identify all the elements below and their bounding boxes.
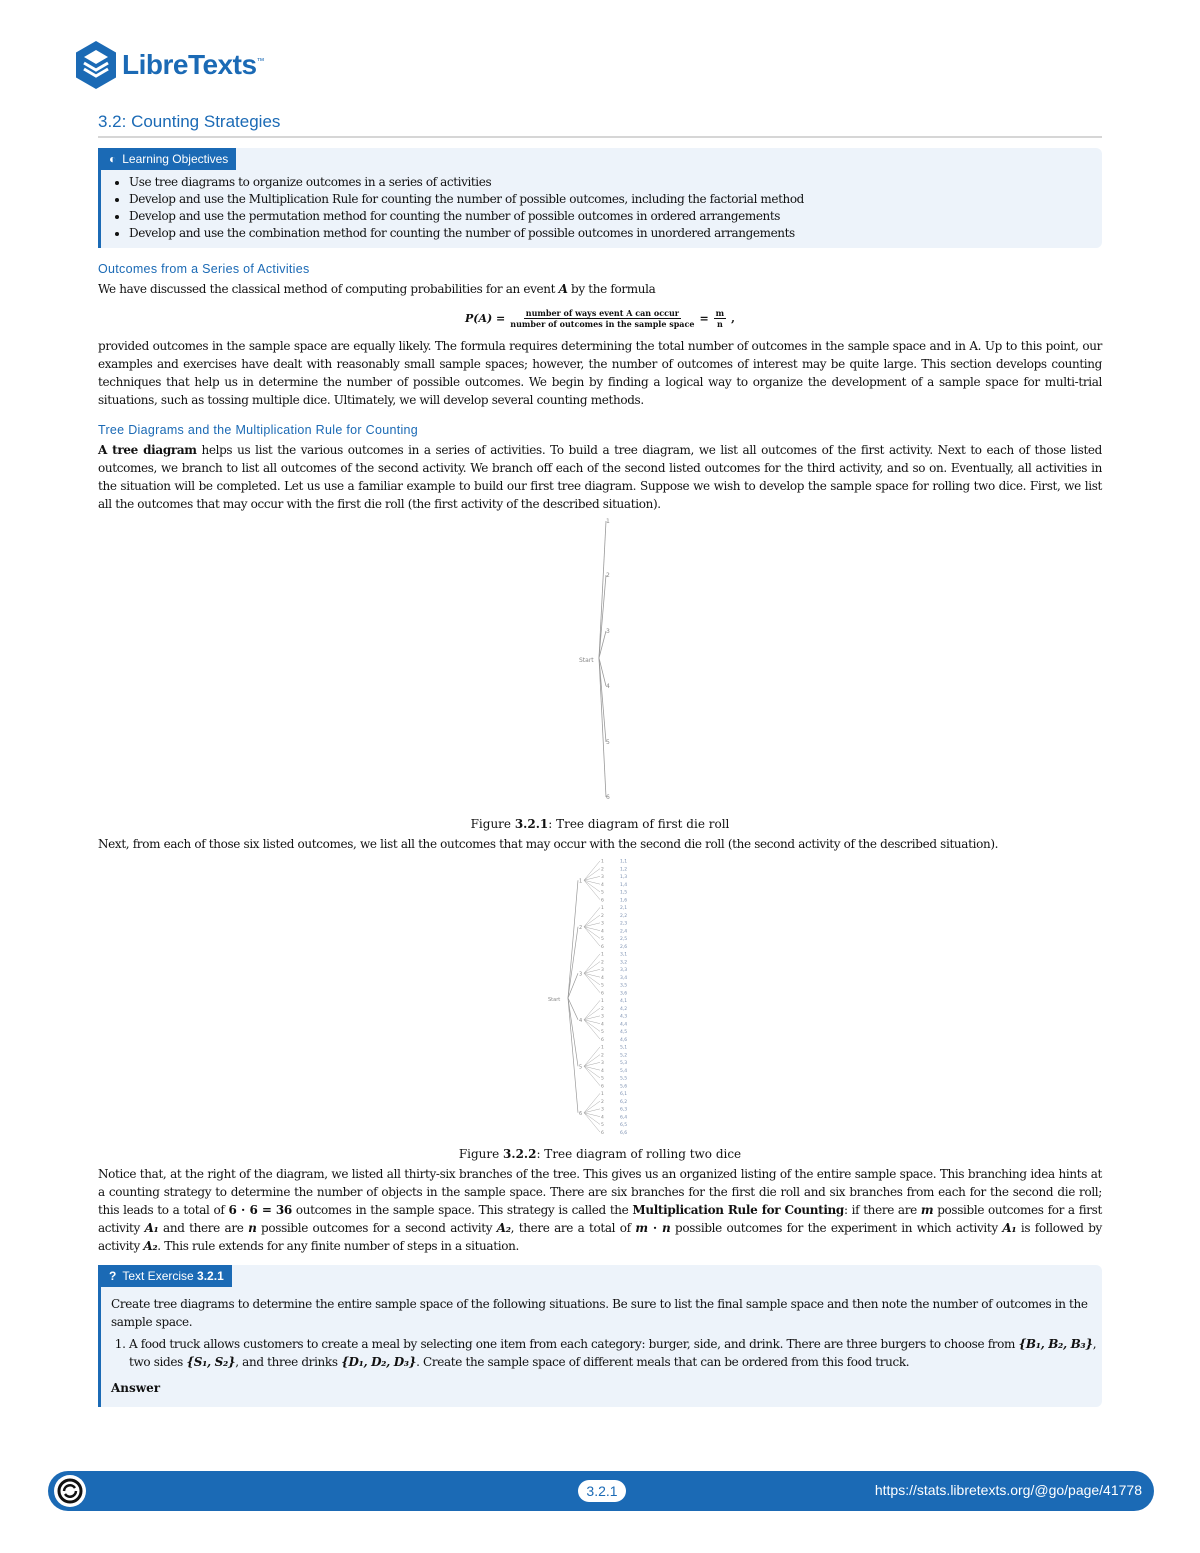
learning-objectives-tab (101, 148, 236, 170)
tree-node-label: 1 (606, 518, 610, 525)
libretexts-logo-icon (74, 40, 118, 90)
tree-node-label: 5 (606, 739, 610, 746)
sample-space-outcome: 4,1 (620, 999, 628, 1005)
objectives-icon: ◐ (109, 152, 117, 166)
sample-space-outcome: 4,2 (620, 1006, 628, 1012)
paragraph-second-roll: Next, from each of those six listed outcomes, we list all the outcomes that may occur with the second die roll (the second activity of the described situation). (98, 837, 999, 851)
tree-node-second: 4 (601, 929, 604, 935)
sample-space-outcome: 2,3 (620, 921, 628, 927)
sample-space-outcome: 4,6 (620, 1037, 628, 1043)
tree-start-label: Start (579, 657, 594, 664)
tree-node-second: 6 (601, 898, 604, 904)
section-heading-outcomes: Outcomes from a Series of Activities (98, 262, 310, 276)
tree-node-first: 4 (579, 1017, 583, 1024)
text-exercise-box (98, 1265, 1102, 1407)
figure-caption-2: Figure 3.2.2: Tree diagram of rolling two dice (458, 1147, 742, 1161)
sample-space-outcome: 2,1 (620, 906, 628, 912)
sample-space-outcome: 6,1 (620, 1092, 628, 1098)
sample-space-outcome: 6,3 (620, 1107, 628, 1113)
tree-node-second: 6 (601, 1130, 604, 1136)
tree-node-second: 6 (601, 1037, 604, 1043)
sample-space-outcome: 2,6 (620, 944, 628, 950)
tree-node-first: 5 (579, 1064, 583, 1071)
tree-node-second: 5 (601, 1030, 604, 1036)
objective-item: • Develop and use the Multiplication Rule for counting the number of possible outcomes, including the factorial method (129, 191, 1102, 208)
tree-node-label: 6 (606, 794, 610, 801)
tree-node-second: 2 (601, 913, 604, 919)
tree-node-second: 2 (601, 1006, 604, 1012)
sample-space-outcome: 5,2 (620, 1053, 628, 1059)
libretexts-logo[interactable] (74, 40, 264, 90)
figure-caption-1: Figure 3.2.1: Tree diagram of first die roll (470, 817, 730, 831)
tree-node-second: 6 (601, 1084, 604, 1090)
question-icon: ? (109, 1269, 117, 1283)
tree-node-second: 4 (601, 1068, 604, 1074)
objective-item: • Develop and use the combination method for counting the number of possible outcomes in unordered arrangements (129, 225, 1102, 242)
figure-two-dice (98, 853, 1102, 1143)
tree-node-first: 3 (579, 971, 583, 978)
sample-space-outcome: 3,1 (620, 952, 628, 958)
tree-start-label: Start (548, 997, 561, 1003)
page-content (98, 112, 1102, 1407)
sample-space-outcome: 4,5 (620, 1030, 628, 1036)
objective-item: • Develop and use the permutation method for counting the number of possible outcomes in ordered arrangements (129, 208, 1102, 225)
tree-node-label: 3 (606, 628, 610, 635)
answer-toggle[interactable]: Answer (111, 1381, 161, 1395)
text-exercise-label: Text Exercise 3.2.1 (122, 1269, 224, 1283)
tree-node-second: 3 (601, 968, 604, 974)
tree-node-second: 4 (601, 882, 604, 888)
sample-space-outcome: 6,5 (620, 1123, 628, 1129)
tree-node-second: 5 (601, 890, 604, 896)
figure-first-die-roll (98, 513, 1102, 813)
sample-space-outcome: 5,5 (620, 1076, 628, 1082)
tree-node-second: 5 (601, 983, 604, 989)
page-title: 3.2: Counting Strategies (98, 112, 1102, 138)
tree-node-second: 1 (601, 906, 604, 912)
tree-node-second: 2 (601, 1053, 604, 1059)
tree-node-second: 3 (601, 921, 604, 927)
sample-space-outcome: 3,3 (620, 968, 628, 974)
tree-node-second: 3 (601, 875, 604, 881)
sample-space-outcome: 6,6 (620, 1130, 628, 1136)
objective-item: • Use tree diagrams to organize outcomes in a series of activities (129, 174, 1102, 191)
paragraph-tree-diagram: A tree diagram helps us list the various outcomes in a series of activities. To build a tree diagram, we list all outcomes of the first activity. Next to each of those listed outcomes, we branch to list all outcomes of the second activity. We branch off each of the second listed outcomes for the third activity, and so on. Eventually, all activities in the situation will be completed. Let us use a familiar example to build our first tree diagram. Suppose we wish to develop the sample space for rolling two dice. First, we list all the outcomes that may occur with the first die roll (the first activity of the described situation). (98, 443, 1102, 511)
sample-space-outcome: 2,5 (620, 937, 628, 943)
sample-space-outcome: 3,6 (620, 991, 628, 997)
tree-diagram-two-dice (98, 853, 1102, 1143)
sample-space-outcome: 1,1 (620, 859, 628, 865)
footer-page-number: 3.2.1 (578, 1480, 626, 1502)
exercise-list (101, 1335, 1102, 1371)
tree-node-second: 2 (601, 960, 604, 966)
sample-space-outcome: 1,2 (620, 867, 628, 873)
sample-space-outcome: 3,5 (620, 983, 628, 989)
sample-space-outcome: 5,4 (620, 1068, 628, 1074)
learning-objectives-box (98, 148, 1102, 248)
tree-node-second: 2 (601, 1099, 604, 1105)
probability-formula: P(A) = $\frac{\text{number of ways event A can occur}}{\text{number of outcomes in the sample space}}$ = $\frac{m}{n}$ , (465, 308, 735, 329)
tree-node-second: 5 (601, 1076, 604, 1082)
tree-node-second: 2 (601, 867, 604, 873)
tree-node-second: 4 (601, 1115, 604, 1121)
tree-node-second: 1 (601, 952, 604, 958)
libretexts-wordmark: LibreTexts™ (122, 49, 265, 80)
sample-space-outcome: 1,6 (620, 898, 628, 904)
sample-space-outcome: 5,6 (620, 1084, 628, 1090)
objectives-list (101, 174, 1102, 242)
sample-space-outcome: 6,4 (620, 1115, 628, 1121)
tree-node-second: 5 (601, 1123, 604, 1129)
tree-node-second: 3 (601, 1061, 604, 1067)
section-heading-tree-diagrams: Tree Diagrams and the Multiplication Rule for Counting (98, 423, 419, 437)
sample-space-outcome: 4,4 (620, 1022, 628, 1028)
tree-node-label: 2 (606, 572, 610, 579)
tree-diagram-first-die (98, 513, 1102, 813)
learning-objectives-label: Learning Objectives (122, 152, 229, 166)
sample-space-outcome: 1,3 (620, 875, 628, 881)
tree-node-second: 1 (601, 1092, 604, 1098)
exercise-intro: Create tree diagrams to determine the entire sample space of the following situations. Be sure to list the final sample space and then note the number of outcomes in the sample space. (111, 1297, 1088, 1329)
footer-logo-icon[interactable] (54, 1475, 86, 1507)
sample-space-outcome: 2,4 (620, 929, 628, 935)
tree-node-second: 1 (601, 859, 604, 865)
sample-space-outcome: 5,1 (620, 1045, 628, 1051)
tree-node-second: 3 (601, 1014, 604, 1020)
footer-url-link[interactable]: https://stats.libretexts.org/@go/page/41778 (874, 1482, 1142, 1498)
tree-node-second: 1 (601, 999, 604, 1005)
sample-space-outcome: 3,4 (620, 975, 628, 981)
text-exercise-tab (101, 1265, 232, 1287)
exercise-item: 1. A food truck allows customers to create a meal by selecting one item from each category: burger, side, and drink. There are three burgers to choose from {B₁, B₂, B₃}, two sides {S₁, S₂}, and three drinks {D₁, D₂, D₃}. Create the sample space of different meals that can be ordered from this food truck. (129, 1335, 1102, 1371)
tree-node-second: 1 (601, 1045, 604, 1051)
tree-node-label: 4 (606, 683, 610, 690)
tree-node-second: 4 (601, 975, 604, 981)
tree-node-second: 5 (601, 937, 604, 943)
sample-space-outcome: 1,5 (620, 890, 628, 896)
sample-space-outcome: 5,3 (620, 1061, 628, 1067)
sample-space-outcome: 6,2 (620, 1099, 628, 1105)
paragraph-sample-space: provided outcomes in the sample space are equally likely. The formula requires determining the total number of outcomes in the sample space and in A. Up to this point, our examples and exercises have dealt with reasonably small sample spaces; however, the number of outcomes of interest may be quite large. This section develops counting techniques that help us in determine the number of possible outcomes. We begin by finding a logical way to organize the development of a sample space for multi-trial situations, such as tossing multiple dice. Ultimately, we will develop several counting methods. (98, 339, 1102, 407)
tree-node-first: 6 (579, 1110, 583, 1117)
sample-space-outcome: 2,2 (620, 913, 628, 919)
paragraph-classical-method: We have discussed the classical method of computing probabilities for an event A by the formula (98, 282, 656, 296)
paragraph-multiplication-rule: Notice that, at the right of the diagram, we listed all thirty-six branches of the tree. This gives us an organized listing of the entire sample space. This branching idea hints at a counting strategy to determine the number of objects in the sample space. There are six branches for the first die roll and six branches from each for the second die roll; this leads to a total of 6 ⋅ 6 = 36 outcomes in the sample space. This strategy is called the Multiplication Rule for Counting: if there are m possible outcomes for a first activity A₁ and there are n possible outcomes for a second activity A₂, there are a total of m ⋅ n possible outcomes for the experiment in which activity A₁ is followed by activity A₂. This rule extends for any finite number of steps in a situation. (98, 1167, 1102, 1253)
sample-space-outcome: 1,4 (620, 882, 628, 888)
tree-node-second: 6 (601, 991, 604, 997)
sample-space-outcome: 3,2 (620, 960, 628, 966)
footer-bar (48, 1471, 1154, 1511)
tree-node-second: 3 (601, 1107, 604, 1113)
tree-node-second: 4 (601, 1022, 604, 1028)
tree-node-first: 1 (579, 878, 583, 885)
sample-space-outcome: 4,3 (620, 1014, 628, 1020)
tree-node-second: 6 (601, 944, 604, 950)
tree-node-first: 2 (579, 924, 583, 931)
